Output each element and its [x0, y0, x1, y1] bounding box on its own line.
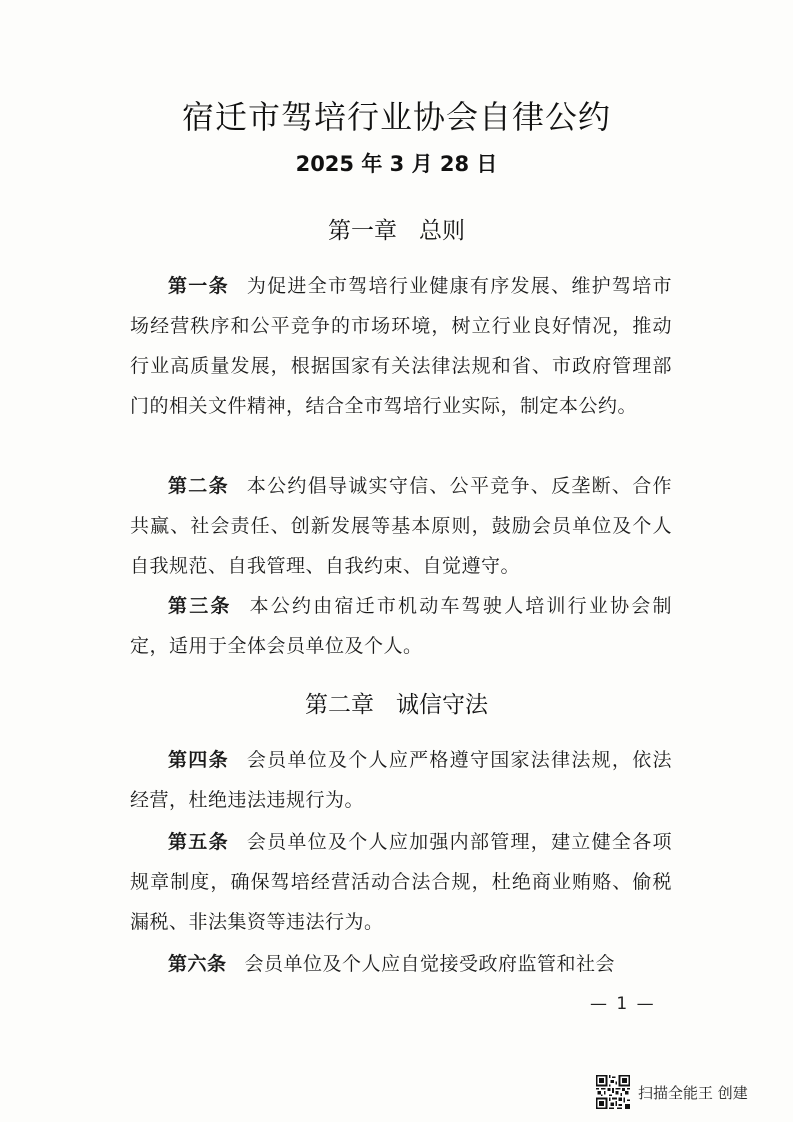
chapter-number: 第一章 [328, 218, 397, 244]
chapter-heading-1 [0, 212, 793, 245]
article-6 [130, 944, 672, 984]
article-text: 本公约倡导诚实守信、公平竞争、反垄断、合作共赢、社会责任、创新发展等基本原则，鼓励会员单位及个人自我规范、自我管理、自我约束、自觉遵守。 [130, 475, 672, 577]
article-number: 第六条 [168, 953, 227, 975]
page-number: — 1 — [590, 994, 656, 1014]
article-1 [130, 266, 672, 426]
article-text: 本公约由宿迁市机动车驾驶人培训行业协会制定，适用于全体会员单位及个人。 [130, 595, 672, 657]
article-number: 第四条 [168, 749, 229, 771]
chapter-heading-2 [0, 686, 793, 719]
article-number: 第三条 [168, 595, 232, 617]
article-5 [130, 822, 672, 942]
article-4 [130, 740, 672, 820]
article-text: 会员单位及个人应严格遵守国家法律法规，依法经营，杜绝违法违规行为。 [130, 749, 672, 811]
qr-code-icon [596, 1075, 630, 1109]
document-date: 2025 年 3 月 28 日 [295, 152, 498, 176]
article-number: 第二条 [168, 475, 229, 497]
document-title: 宿迁市驾培行业协会自律公约 [181, 98, 611, 136]
article-text: 会员单位及个人应自觉接受政府监管和社会 [244, 953, 616, 975]
article-2 [130, 466, 672, 586]
article-number: 第一条 [168, 275, 229, 297]
chapter-name: 诚信守法 [396, 692, 488, 718]
chapter-name: 总则 [419, 218, 465, 244]
article-number: 第五条 [168, 831, 229, 853]
scanner-watermark [596, 1075, 748, 1109]
chapter-number: 第二章 [305, 692, 374, 718]
scanner-brand-text: 扫描全能王 创建 [638, 1083, 748, 1102]
article-3 [130, 586, 672, 666]
article-text: 会员单位及个人应加强内部管理，建立健全各项规章制度，确保驾培经营活动合法合规，杜绝商业贿赂、偷税漏税、非法集资等违法行为。 [130, 831, 672, 933]
article-text: 为促进全市驾培行业健康有序发展、维护驾培市场经营秩序和公平竞争的市场环境，树立行业良好情况，推动行业高质量发展，根据国家有关法律法规和省、市政府管理部门的相关文件精神，结合全市驾培行业实际，制定本公约。 [130, 275, 672, 417]
